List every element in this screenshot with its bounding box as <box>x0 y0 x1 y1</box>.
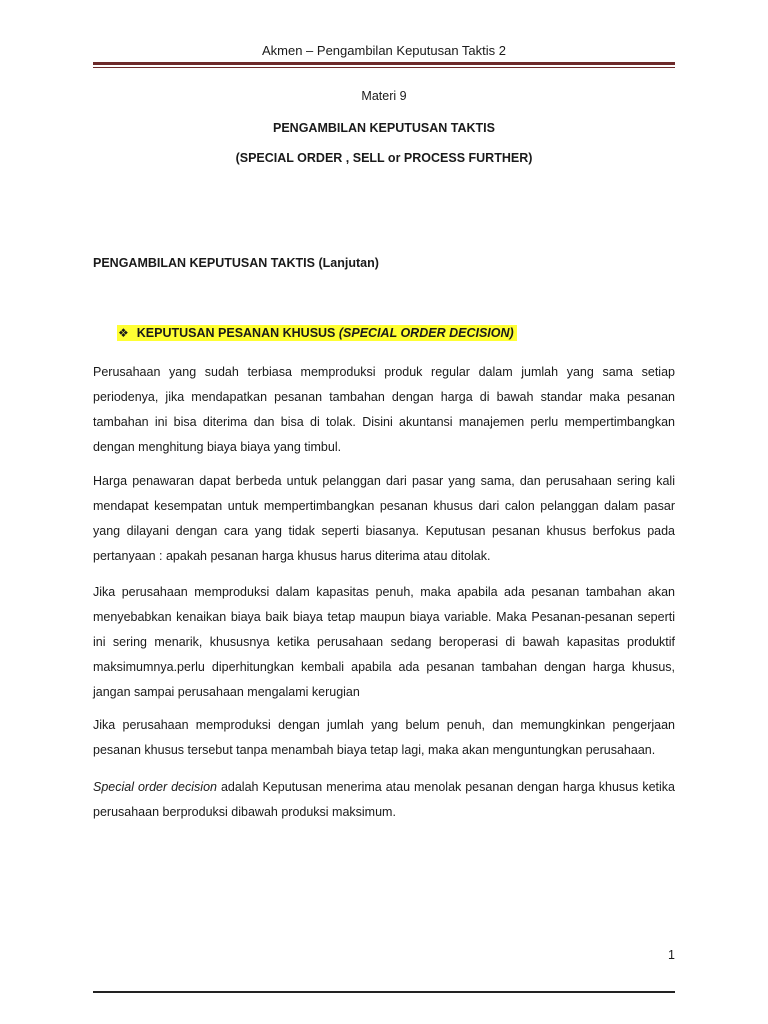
section-heading: PENGAMBILAN KEPUTUSAN TAKTIS (Lanjutan) <box>93 256 379 270</box>
document-subtitle: (SPECIAL ORDER , SELL or PROCESS FURTHER) <box>235 151 533 165</box>
header-rule-thick <box>93 62 675 65</box>
paragraph-5 <box>93 775 675 825</box>
document-title: PENGAMBILAN KEPUTUSAN TAKTIS <box>273 121 495 135</box>
materi-label: Materi 9 <box>361 89 407 103</box>
header-rule-thin <box>93 67 675 68</box>
subheading-italic-text: (SPECIAL ORDER DECISION) <box>338 326 514 340</box>
paragraph-1: Perusahaan yang sudah terbiasa memproduksi produk regular dalam jumlah yang sama setiap periodenya, jika mendapatkan pesanan tambahan dengan harga di bawah standar maka pesanan tambahan ini bisa diterima dan bisa di tolak. Disini akuntansi manajemen perlu mempertimbangkan dengan menghitung biaya biaya yang timbul. <box>93 365 675 454</box>
paragraph-2: Harga penawaran dapat berbeda untuk pelanggan dari pasar yang sama, dan perusahaan sering kali mendapat kesempatan untuk mempertimbangkan pesanan khusus dari calon pelanggan dalam pasar yang dilayani dengan cara yang tidak seperti biasanya. Keputusan pesanan khusus berfokus pada pertanyaan : apakah pesanan harga khusus harus diterima atau ditolak. <box>93 474 675 563</box>
subheading-text: KEPUTUSAN PESANAN KHUSUS <box>136 326 339 340</box>
diamond-bullet-icon: ❖ <box>118 326 129 340</box>
paragraph-5-text: adalah Keputusan menerima atau menolak pesanan dengan harga khusus ketika perusahaan berproduksi dibawah produksi maksimum. <box>93 780 675 819</box>
running-header: Akmen – Pengambilan Keputusan Taktis 2 <box>261 43 507 58</box>
paragraph-3: Jika perusahaan memproduksi dalam kapasitas penuh, maka apabila ada pesanan tambahan akan menyebabkan kenaikan biaya baik biaya tetap maupun biaya variable. Maka Pesanan-pesanan seperti ini sering menarik, khususnya ketika perusahaan sedang beroperasi di bawah kapasitas produktif maksimumnya.perlu diperhitungkan kembali apabila ada pesanan tambahan dengan harga khusus, jangan sampai perusahaan mengalami kerugian <box>93 585 675 699</box>
footer-rule <box>93 991 675 993</box>
paragraph-4: Jika perusahaan memproduksi dengan jumlah yang belum penuh, dan memungkinkan pengerjaan pesanan khusus tersebut tanpa menambah biaya tetap lagi, maka akan menguntungkan perusahaan. <box>93 718 675 757</box>
subheading-highlighted <box>117 325 517 341</box>
page-number: 1 <box>668 948 675 962</box>
paragraph-5-italic: Special order decision <box>93 780 217 794</box>
